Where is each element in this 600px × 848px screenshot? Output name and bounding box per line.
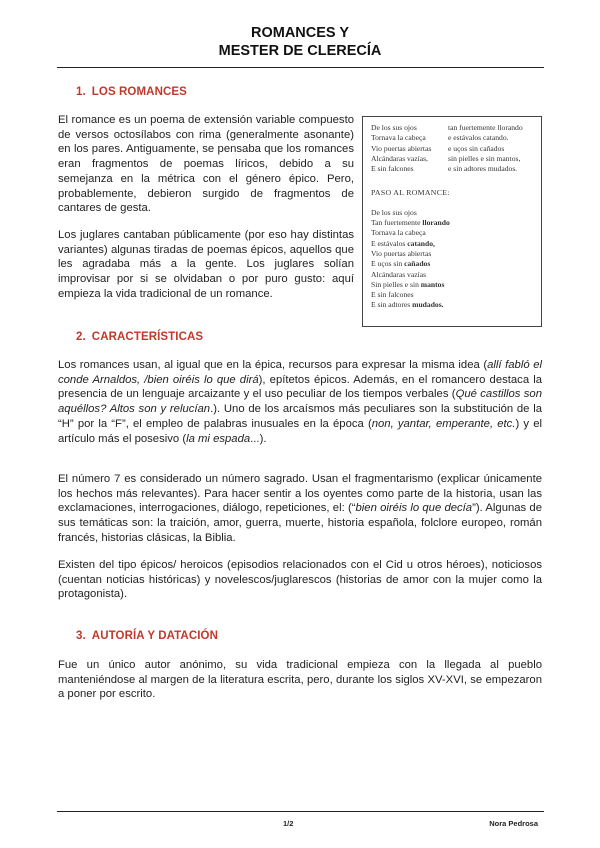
text-span: .). Uno de los arcaísmos más peculiares son la substitución de la “H” por la “F”, el empleo de palabras inusuales en la época ( (58, 403, 542, 430)
verse-text: E uços sin (371, 259, 405, 269)
verse-second-hemistich: e uços sin cañados (448, 143, 505, 153)
poem-verse-pair (371, 123, 541, 133)
verse-second-hemistich: e estávalos catando. (448, 133, 509, 143)
romance-verse (371, 239, 541, 249)
verse-second-hemistich: sin pielles e sin mantos, (448, 153, 521, 163)
text-span: ), epítetos épicos. Además, en el romancero destaca la presencia de un lenguaje arcaizante y el uso peculiar de los tiempos verbales ( (58, 373, 543, 401)
quote-italic: bien oiréis lo que decía (355, 502, 473, 515)
title-line-1: ROMANCES Y (250, 25, 350, 41)
section-number: 3. (76, 630, 86, 642)
quote-italic: la mi espada (186, 432, 251, 445)
text-span: ...). (250, 432, 267, 445)
paragraph-juglares: Los juglares cantaban públicamente (por eso hay distintas variantes) algunas tiradas de poemas épicos, aquellos que les agradaba más a la gente. Los juglares solían improvisar por si se olvidaban o por puro gusto: aquí empieza la vida tradicional de un romance. (58, 229, 354, 300)
verse-first-hemistich: Vio puertas abiertas (371, 143, 432, 153)
romance-verse (371, 259, 541, 269)
verse-text: De los sus ojos (371, 207, 417, 217)
romance-verse (371, 208, 541, 218)
text-span: Los romances usan, al igual que en la épica, recursos para expresar la misma idea ( (58, 359, 488, 371)
romance-verse (371, 218, 541, 228)
verse-text: Alcándaras vazías (371, 269, 427, 279)
document-title (0, 24, 600, 60)
quote-italic: Qué castillos son aquéllos? Altos son y relucían (58, 388, 542, 416)
verse-text: E sin adtores (371, 300, 413, 310)
rhyme-word: cañados (404, 259, 431, 269)
paragraph-numero-siete (58, 472, 542, 546)
romance-verse (371, 290, 541, 300)
paragraph-romance-definition: El romance es un poema de extensión variable compuesto de versos octosílabos con rima (generalmente asonante) en los pares. Antiguamente, se pensaba que los romances eran fragmentos de poemas líricos, debido a su semejanza en la métrica con el género épico. Pero, probablemente, debieron surgido de fragmentos de cantares de gesta. (58, 114, 354, 215)
title-line-2: MESTER DE CLERECÍA (218, 43, 382, 59)
text-span: ) y el artículo más el posesivo ( (58, 417, 543, 445)
text-span: ”). Algunas de sus temáticas son: la traición, amor, guerra, muerte, historia española, folclore europeo, román francés, historias clásicas, la Biblia. (58, 502, 542, 544)
verse-second-hemistich: e sin adtores mudados. (448, 164, 518, 174)
section-heading-caracteristicas (76, 331, 203, 343)
footer-rule (57, 811, 544, 812)
section-title: AUTORÍA Y DATACIÓN (91, 630, 218, 642)
poem-verse-pair (371, 144, 541, 154)
poem-verse-pair (371, 164, 541, 174)
verse-text: E sin falcones (371, 290, 414, 300)
rhyme-word: llorando (422, 218, 450, 228)
verse-first-hemistich: E sin falcones (371, 164, 414, 174)
romance-verse (371, 300, 541, 310)
romance-verse (371, 280, 541, 290)
romance-verse (371, 249, 541, 259)
poem-verse-pair (371, 154, 541, 164)
verse-second-hemistich: tan fuertemente llorando (448, 123, 523, 132)
verse-text: Tornava la cabeça (371, 228, 426, 238)
verse-text: Sin pielles e sin (371, 279, 421, 289)
verse-first-hemistich: Tornava la cabeça (371, 133, 426, 143)
poem-comparison-box (362, 116, 542, 327)
paragraph-tipos: Existen del tipo épicos/ heroicos (episodios relacionados con el Cid u otros héroes), noticiosos (cuentan noticias históricas) y novelescos/juglarescos (historias de amor con la mujer como la protagonista). (58, 559, 542, 601)
verse-text: E estávalos (371, 238, 408, 248)
verse-first-hemistich: De los sus ojos (371, 123, 417, 132)
section-number: 2. (76, 331, 86, 343)
rhyme-word: mantos (420, 279, 445, 289)
poem-verse-pair (371, 133, 541, 143)
verse-text: Tan fuertemente (371, 218, 423, 228)
poem-box-heading: PASO AL ROMANCE: (371, 188, 450, 198)
quote-italic: non, yantar, emperante, etc. (371, 417, 516, 430)
rhyme-word: mudados. (412, 300, 444, 310)
quote-italic: allí fabló el conde Arnaldos, /bien oiréis lo que dirá (58, 359, 542, 386)
paragraph-recursos (58, 358, 542, 446)
footer-author: Nora Pedrosa (489, 819, 538, 828)
section-heading-los-romances (76, 86, 187, 98)
romance-verse (371, 228, 541, 238)
verse-text: Vio puertas abiertas (371, 248, 432, 258)
rhyme-word: catando, (407, 238, 435, 248)
poem-romance-verses (371, 208, 541, 311)
poem-original-verses (371, 123, 541, 174)
section-heading-autoria (76, 630, 218, 642)
paragraph-autor-anonimo: Fue un único autor anónimo, su vida tradicional empieza con la llegada al pueblo manteniéndose al margen de la literatura escrita, pero, durante los siglos XV-XVI, se empezaron a poner por escrito. (58, 659, 542, 701)
section-title: LOS ROMANCES (91, 86, 187, 98)
verse-first-hemistich: Alcándaras vazías, (371, 153, 428, 163)
page-number: 1/2 (283, 819, 294, 828)
text-span: El número 7 es considerado un número sagrado. Usan el fragmentarismo (explicar únicamente los hechos más relevantes). Para hacer sentir a los oyentes como parte de la historia, usan las exclamaciones, interrogaciones, diálogo, repeticiones, el: (“ (58, 473, 542, 515)
section-title: CARACTERÍSTICAS (91, 331, 204, 343)
header-rule (57, 67, 544, 68)
romance-verse (371, 270, 541, 280)
section-number: 1. (76, 86, 86, 98)
